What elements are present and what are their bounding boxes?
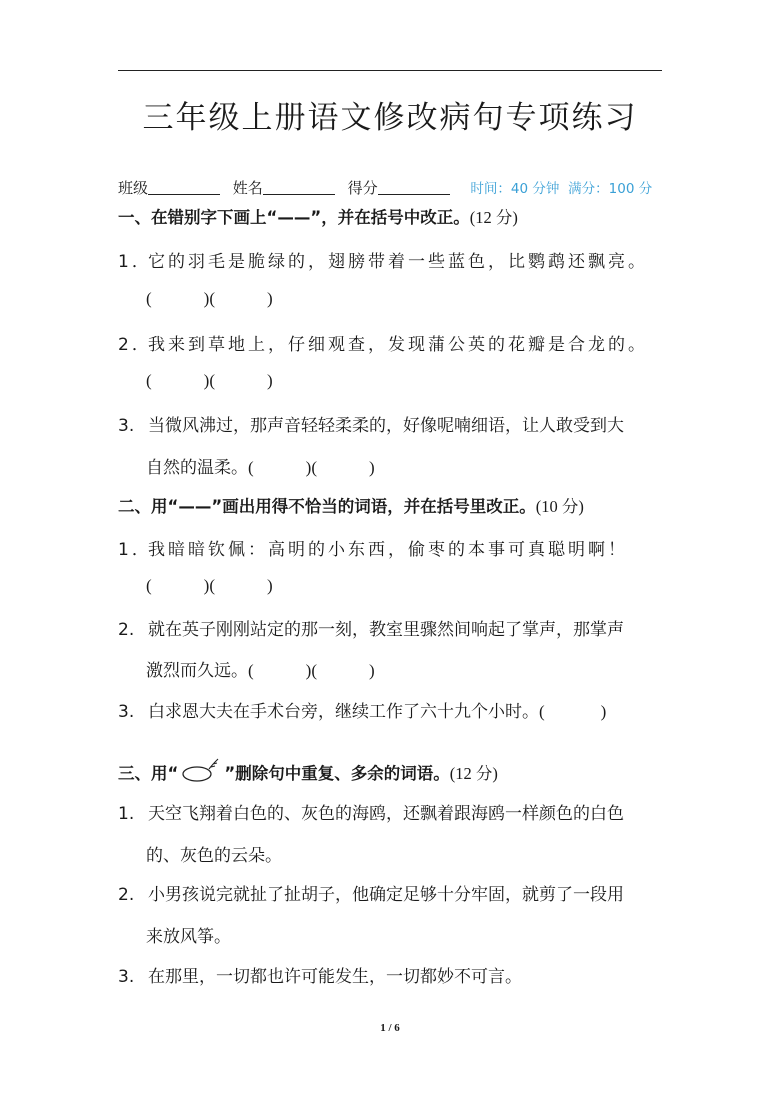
s2-q3-answer-brackets[interactable]: ( ): [539, 702, 607, 721]
section-3-heading: 三、用“ ”删除句中重复、多余的词语。(12 分): [118, 757, 498, 784]
deletion-mark-icon: [180, 757, 222, 783]
name-blank[interactable]: [263, 180, 335, 195]
s2-question-1: 1．我暗暗钦佩：高明的小东西，偷枣的本事可真聪明啊！: [118, 540, 628, 560]
score-field: 得分: [348, 177, 450, 198]
s2-q2-answer-brackets[interactable]: ( )( ): [248, 661, 375, 680]
s2-question-2: 2. 就在英子刚刚站定的那一刻，教室里骤然间响起了掌声，那掌声: [118, 620, 624, 640]
page-title: 三年级上册语文修改病句专项练习: [142, 100, 638, 136]
s1-question-3: 3. 当微风沸过，那声音轻轻柔柔的，好像呢喃细语，让人敢受到大: [118, 416, 624, 436]
top-rule: [118, 70, 662, 71]
s1-q2-answer-brackets[interactable]: ( )( ): [146, 371, 273, 390]
time-info: 时间：40 分钟: [470, 181, 560, 197]
s3-question-2-cont: 来放风筝。: [146, 927, 231, 947]
s2-question-3: 3. 白求恩大夫在手术台旁，继续工作了六十九个小时。( ): [118, 702, 607, 722]
s1-question-2: 2．我来到草地上，仔细观查，发现蒲公英的花瓣是合龙的。: [118, 335, 648, 355]
s1-q1-answer-brackets[interactable]: ( )( ): [146, 289, 273, 308]
s1-question-1: 1．它的羽毛是脆绿的，翅膀带着一些蓝色，比鹦鹉还飘亮。: [118, 252, 648, 272]
s3-question-2: 2. 小男孩说完就扯了扯胡子，他确定足够十分牢固，就剪了一段用: [118, 885, 624, 905]
section-1-heading: 一、在错别字下画上“——”，并在括号中改正。(12 分): [118, 208, 518, 227]
page-number: 1 / 6: [380, 1022, 400, 1034]
s3-question-3: 3. 在那里，一切都也许可能发生，一切都妙不可言。: [118, 967, 522, 987]
full-score-info: 满分：100 分: [568, 181, 653, 197]
info-row: [118, 177, 662, 198]
s2-question-2-cont: 激烈而久远。( )( ): [146, 661, 375, 681]
s1-question-3-cont: 自然的温柔。( )( ): [146, 458, 375, 478]
s2-q1-answer-brackets[interactable]: ( )( ): [146, 576, 273, 595]
score-blank[interactable]: [378, 180, 450, 195]
s1-q3-answer-brackets[interactable]: ( )( ): [248, 458, 375, 477]
section-2-heading: 二、用“——”画出用得不恰当的词语，并在括号里改正。(10 分): [118, 497, 584, 516]
s3-question-1-cont: 的、灰色的云朵。: [146, 846, 282, 866]
name-field: 姓名: [233, 177, 335, 198]
class-blank[interactable]: [148, 180, 220, 195]
class-field: 班级: [118, 177, 220, 198]
s3-question-1: 1. 天空飞翔着白色的、灰色的海鸥，还飘着跟海鸥一样颜色的白色: [118, 804, 624, 824]
